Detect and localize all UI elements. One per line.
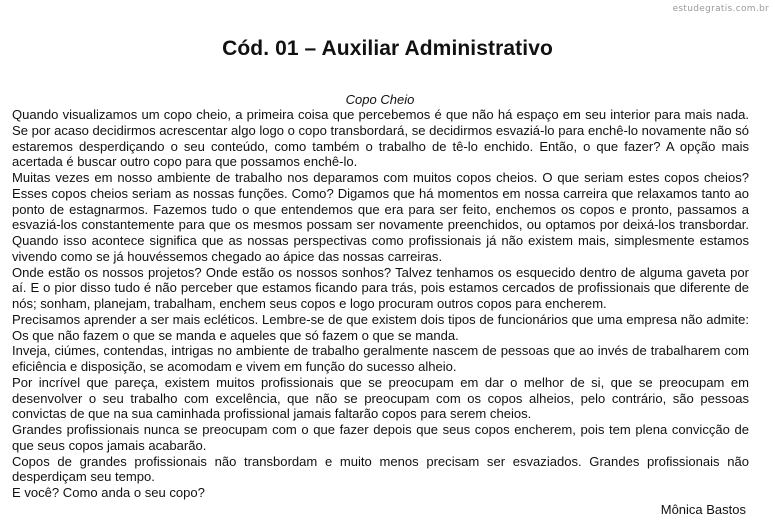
paragraph-2: Muitas vezes em nosso ambiente de trabalho nos deparamos com muitos copos cheios. O que seriam estes copos cheios? Esses copos cheios seriam as nossas funções. Como? Digamos que há momentos em nossa carreira que relaxamos tanto ao ponto de estagnarmos. Fazemos tudo o que entendemos que era para ser feito, enchemos os copos e pronto, passamos a esvaziá-los constantemente para que os mesmos possam ser novamente preenchidos, ou optamos por deixá-los transbordar. Quando isso acontece significa que as nossas perspectivas como profissionais já não existem mais, simplesmente estamos vivendo como se já houvéssemos chegado ao ápice das nossas carreiras. (12, 170, 749, 264)
author-name: Mônica Bastos (660, 502, 746, 517)
site-watermark: estudegratis.com.br (672, 4, 769, 14)
paragraph-4: Precisamos aprender a ser mais ecléticos. Lembre-se de que existem dois tipos de funcionários que uma empresa não admite: Os que não fazem o que se manda e aqueles que só fazem o que se manda. (12, 311, 749, 343)
page-title: Cód. 01 – Auxiliar Administrativo (222, 37, 553, 60)
paragraph-7: Grandes profissionais nunca se preocupam com o que fazer depois que seus copos encherem, pois tem plena convicção de que seus copos jamais acabarão. (12, 422, 749, 453)
text-title: Copo Cheio (345, 92, 415, 107)
paragraph-8: Copos de grandes profissionais não transbordam e muito menos precisam ser esvaziados. Grandes profissionais não desperdiçam seu tempo. (12, 453, 749, 485)
paragraph-5: Inveja, ciúmes, contendas, intrigas no ambiente de trabalho geralmente nascem de pessoas que ao invés de trabalharem com eficiência e disposição, se acomodam e vivem em função do sucesso alheio. (12, 343, 749, 374)
paragraph-9: E você? Como anda o seu copo? (12, 485, 205, 500)
paragraph-3: Onde estão os nossos projetos? Onde estão os nossos sonhos? Talvez tenhamos os esquecido dentro de alguma gaveta por aí. E o pior disso tudo é não perceber que estamos ficando para trás, pois estamos cercados de profissionais que diferente de nós; sonham, planejam, trabalham, enchem seus copos e logo procuram outros copos para encherem. (12, 264, 749, 311)
paragraph-6: Por incrível que pareça, existem muitos profissionais que se preocupam em dar o melhor de si, que se preocupam em desenvolver o seu trabalho com excelência, que não se preocupam com os copos alheios, pelo contrário, são pessoas convictas de que na sua caminhada profissional jamais faltarão copos para serem cheios. (12, 374, 749, 422)
paragraph-1: Quando visualizamos um copo cheio, a primeira coisa que percebemos é que não há espaço em seu interior para mais nada. Se por acaso decidirmos acrescentar algo logo o copo transbordará, se decidirmos esvaziá-lo para enchê-lo novamente não só estaremos desperdiçando o seu conteúdo, como também o trabalho de tê-lo enchido. Então, o que fazer? A opção mais acertada é buscar outro copo para que possamos enchê-lo. (12, 107, 749, 170)
text-body (12, 107, 749, 501)
